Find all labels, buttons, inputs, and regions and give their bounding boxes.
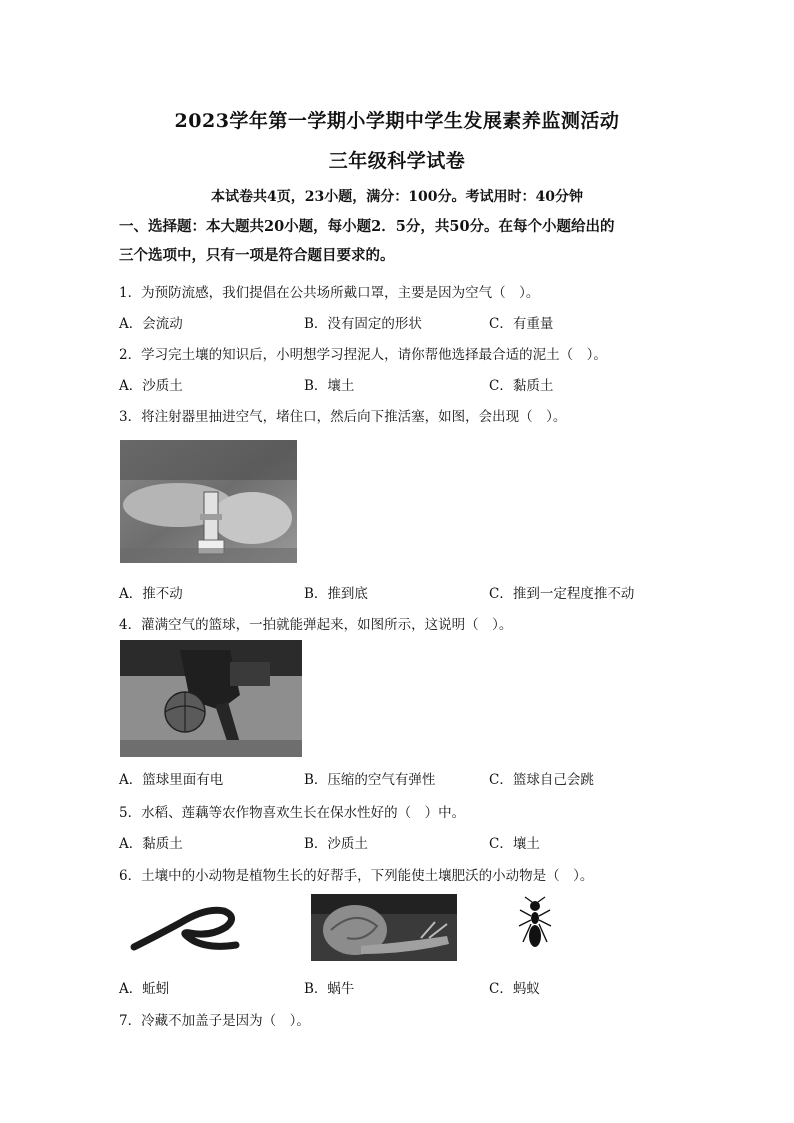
ant-image xyxy=(515,896,555,956)
basketball-photo xyxy=(120,640,302,757)
question-2-option-c[interactable]: C．黏质土 xyxy=(489,378,554,394)
section-heading xyxy=(119,212,689,270)
question-5-option-c[interactable]: C．壤土 xyxy=(489,836,540,852)
question-4-stem: 4．灌满空气的篮球，一拍就能弹起来，如图所示，这说明（ ）。 xyxy=(119,617,513,633)
question-1-stem: 1．为预防流感，我们提倡在公共场所戴口罩，主要是因为空气（ ）。 xyxy=(119,285,540,301)
question-1-option-b[interactable]: B．没有固定的形状 xyxy=(304,316,422,332)
question-3-stem: 3．将注射器里抽进空气，堵住口，然后向下推活塞，如图，会出现（ ）。 xyxy=(119,409,567,425)
question-5-option-b[interactable]: B．沙质土 xyxy=(304,836,368,852)
question-1-option-c[interactable]: C．有重量 xyxy=(489,316,554,332)
question-6-option-b[interactable]: B．蜗牛 xyxy=(304,981,355,997)
section-heading-line1: 一、选择题：本大题共20小题，每小题2．5分，共50分。在每个小题给出的 xyxy=(119,218,615,235)
question-3-option-b[interactable]: B．推到底 xyxy=(304,586,368,602)
question-1-option-a[interactable]: A．会流动 xyxy=(119,316,183,332)
question-6-stem: 6．土壤中的小动物是植物生长的好帮手，下列能使土壤肥沃的小动物是（ ）。 xyxy=(119,868,594,884)
question-6-option-a[interactable]: A．蚯蚓 xyxy=(119,981,170,997)
question-2-option-a[interactable]: A．沙质土 xyxy=(119,378,183,394)
question-2-option-b[interactable]: B．壤土 xyxy=(304,378,355,394)
question-7-stem: 7．冷藏不加盖子是因为（ ）。 xyxy=(119,1013,310,1029)
question-4-option-c[interactable]: C．篮球自己会跳 xyxy=(489,772,594,788)
exam-title-line1: 2023学年第一学期小学期中学生发展素养监测活动 xyxy=(174,110,620,132)
syringe-photo xyxy=(120,440,297,563)
snail-photo xyxy=(311,894,457,961)
question-6-option-c[interactable]: C．蚂蚁 xyxy=(489,981,540,997)
question-3-option-c[interactable]: C．推到一定程度推不动 xyxy=(489,586,635,602)
earthworm-image xyxy=(128,897,244,955)
question-2-stem: 2．学习完土壤的知识后，小明想学习捏泥人，请你帮他选择最合适的泥土（ ）。 xyxy=(119,347,607,363)
section-heading-line2: 三个选项中，只有一项是符合题目要求的。 xyxy=(119,247,395,264)
question-4-option-b[interactable]: B．压缩的空气有弹性 xyxy=(304,772,436,788)
question-5-stem: 5．水稻、莲藕等农作物喜欢生长在保水性好的（ ）中。 xyxy=(119,805,466,821)
question-4-option-a[interactable]: A．篮球里面有电 xyxy=(119,772,224,788)
question-3-option-a[interactable]: A．推不动 xyxy=(119,586,183,602)
exam-info: 本试卷共4页，23小题，满分：100分。考试用时：40分钟 xyxy=(211,189,583,205)
question-5-option-a[interactable]: A．黏质土 xyxy=(119,836,183,852)
exam-title-line2: 三年级科学试卷 xyxy=(328,150,466,172)
